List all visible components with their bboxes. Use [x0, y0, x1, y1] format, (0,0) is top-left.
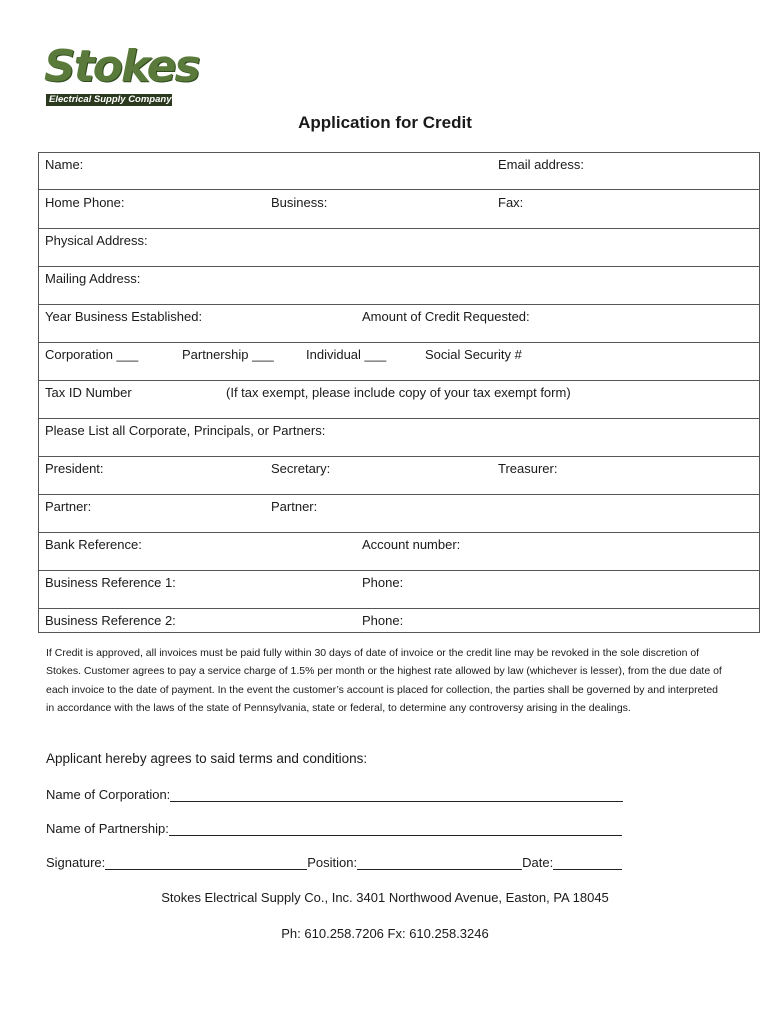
credit-form-table [38, 152, 760, 633]
footer-phone: Ph: 610.258.7206 Fx: 610.258.3246 [281, 926, 489, 941]
company-logo [44, 41, 199, 110]
tax-id-field[interactable]: Tax ID Number [45, 385, 132, 400]
principals-heading: Please List all Corporate, Principals, or Partners: [45, 423, 326, 438]
agreement-statement: Applicant hereby agrees to said terms and conditions: [46, 751, 368, 766]
form-row-principals-heading [38, 419, 760, 457]
corporation-name-input[interactable] [170, 787, 623, 802]
form-row-phones [38, 190, 760, 229]
signature-line [46, 855, 622, 870]
secretary-field[interactable]: Secretary: [271, 461, 331, 476]
credit-terms-paragraph: If Credit is approved, all invoices must be paid fully within 30 days of date of invoice or the credit line may be revoked in the sole discretion of Stokes. Customer agrees to pay a service charge of 1.5% per month or the highest rate allowed by law (whichever is lesser), from the due date of each invoice to the date of payment. In the event the customer’s account is placed for collection, the parties shall be governed by and interpreted in accordance with the laws of the state of Pennsylvania, state or federal, to determine any controversy arising in the dealings. [46, 647, 722, 715]
social-security-field[interactable]: Social Security # [425, 347, 522, 362]
name-field[interactable]: Name: [45, 157, 84, 172]
partner-field[interactable]: Partner: [45, 499, 92, 514]
partnership-name-input[interactable] [169, 821, 622, 836]
form-row-physical-address [38, 229, 760, 267]
footer-address: Stokes Electrical Supply Co., Inc. 3401 Northwood Avenue, Easton, PA 18045 [161, 890, 609, 905]
president-field[interactable]: President: [45, 461, 104, 476]
partner-field[interactable]: Partner: [271, 499, 318, 514]
page-title: Application for Credit [298, 113, 472, 132]
position-input[interactable] [357, 855, 522, 870]
form-row-entity-type [38, 343, 760, 381]
form-row-mailing-address [38, 267, 760, 305]
date-input[interactable] [553, 855, 622, 870]
tax-exempt-note: (If tax exempt, please include copy of your tax exempt form) [226, 385, 571, 400]
date-label: Date: [522, 855, 554, 870]
form-row-name [38, 153, 760, 190]
position-label: Position: [307, 855, 358, 870]
partnership-name-label: Name of Partnership: [46, 821, 169, 836]
business-reference-2-field[interactable]: Business Reference 2: [45, 613, 176, 628]
partnership-option[interactable]: Partnership ___ [182, 347, 274, 362]
fax-field[interactable]: Fax: [498, 195, 524, 210]
account-number-field[interactable]: Account number: [362, 537, 461, 552]
form-row-business-reference-2 [38, 609, 760, 633]
corporation-name-label: Name of Corporation: [46, 787, 171, 802]
individual-option[interactable]: Individual ___ [306, 347, 387, 362]
form-row-bank-reference [38, 533, 760, 571]
form-row-business-reference-1 [38, 571, 760, 609]
email-field[interactable]: Email address: [498, 157, 584, 172]
year-established-field[interactable]: Year Business Established: [45, 309, 203, 324]
physical-address-field[interactable]: Physical Address: [45, 233, 148, 248]
form-row-business-established [38, 305, 760, 343]
partnership-name-line [46, 821, 622, 836]
form-row-tax-id [38, 381, 760, 419]
signature-label: Signature: [46, 855, 106, 870]
signature-input[interactable] [105, 855, 307, 870]
mailing-address-field[interactable]: Mailing Address: [45, 271, 141, 286]
business-reference-1-field[interactable]: Business Reference 1: [45, 575, 176, 590]
business-phone-field[interactable]: Business: [271, 195, 328, 210]
reference-1-phone-field[interactable]: Phone: [362, 575, 404, 590]
reference-2-phone-field[interactable]: Phone: [362, 613, 404, 628]
form-row-partners [38, 495, 760, 533]
corporation-name-line [46, 787, 623, 802]
treasurer-field[interactable]: Treasurer: [498, 461, 558, 476]
credit-requested-field[interactable]: Amount of Credit Requested: [362, 309, 530, 324]
logo-wordmark: Stokes [44, 41, 199, 92]
form-row-officers [38, 457, 760, 495]
corporation-option[interactable]: Corporation ___ [45, 347, 139, 362]
home-phone-field[interactable]: Home Phone: [45, 195, 125, 210]
bank-reference-field[interactable]: Bank Reference: [45, 537, 142, 552]
logo-tagline: Electrical Supply Company [46, 94, 172, 106]
